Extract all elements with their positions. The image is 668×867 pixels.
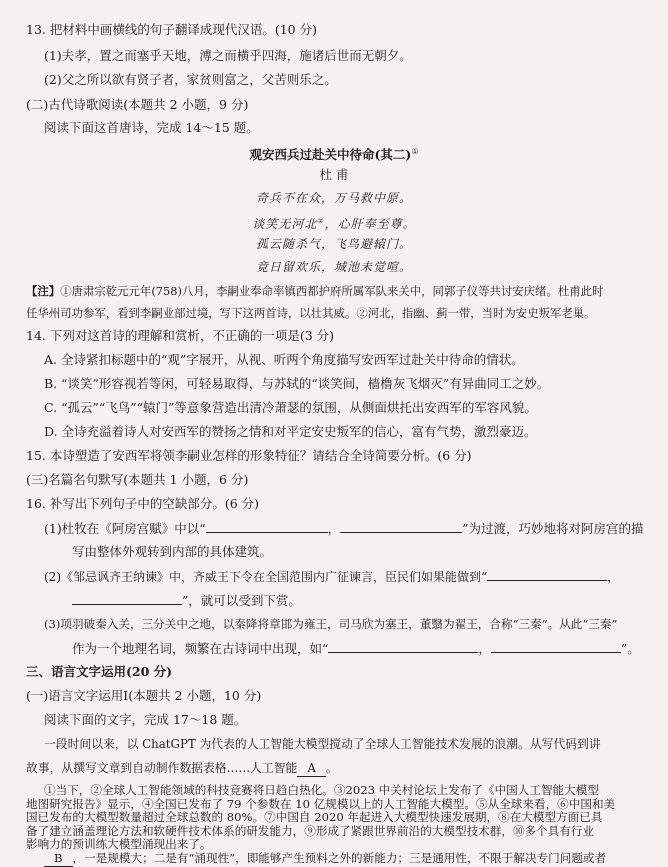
- q13-sentence-1: (1)夫孝，置之而塞乎天地，溥之而横乎四海，施诸后世而无朝夕。: [44, 48, 412, 63]
- q13-title: 13. 把材料中画横线的句子翻译成现代汉语。(10 分): [26, 22, 317, 37]
- answer-blank[interactable]: [340, 520, 462, 533]
- q16-item-1-cont: 写由整体外观转到内部的具体建筑。: [72, 544, 273, 559]
- q16-item-1-comma: ，: [327, 521, 341, 536]
- poem-line-4: 竟日留欢乐，城池未觉喧。: [255, 260, 412, 274]
- poem-note-line-2: 任华州司功参军，看到李嗣业部过境，写下这两首诗，以壮其威。②河北，指幽、蓟一带，当时为安史叛军老巢。: [26, 306, 596, 320]
- q14-option-b: B. “谈笑”形容视若等闲，可轻易取得，与苏轼的“谈笑间，樯橹灰飞烟灭”有异曲同工之妙。: [44, 376, 550, 391]
- passage-line-1: 一段时间以来，以 ChatGPT 为代表的人工智能大模型搅动了全球人工智能技术发展的浪潮。从写代码到讲: [44, 737, 601, 751]
- q16-item-1: [44, 520, 644, 537]
- poem-line-3: 孤云随杀气，飞鸟避辕门。: [255, 237, 412, 251]
- poem-line-2-note-mark: ②: [317, 217, 325, 225]
- q15-title: 15. 本诗塑造了安西军将领李嗣业怎样的形象特征？请结合全诗简要分析。(6 分): [26, 448, 472, 463]
- q14-title: 14. 下列对这首诗的理解和赏析，不正确的一项是(3 分): [26, 328, 335, 343]
- subsection-instruction: 阅读下面的文字，完成 17～18 题。: [44, 712, 247, 727]
- blank-b[interactable]: B: [44, 850, 73, 867]
- answer-blank[interactable]: [487, 568, 607, 581]
- poem-line-1: 奇兵不在众，万马救中原。: [255, 191, 412, 205]
- q16-item-3-prefix: 作为一个地理名词，频繁在古诗词中出现，如“: [72, 641, 329, 656]
- answer-blank[interactable]: [328, 640, 478, 653]
- q16-item-3-cont: [72, 640, 640, 657]
- passage-line-2: [26, 760, 338, 777]
- q16-item-2: [44, 568, 619, 585]
- answer-blank[interactable]: [206, 520, 328, 533]
- poem-line-2: [0, 213, 668, 232]
- q16-item-3-comma: ，: [478, 641, 491, 656]
- poetry-instruction: 阅读下面这首唐诗，完成 14～15 题。: [44, 120, 259, 135]
- blank-a[interactable]: A: [297, 760, 326, 777]
- poem-title-note-mark: ①: [411, 147, 419, 156]
- q16-item-2-comma: ，: [607, 570, 620, 584]
- poem-line-2b: ，心肝奉至尊。: [324, 217, 416, 231]
- poem-note-text-1: ①唐肃宗乾元元年(758)八月，李嗣业奉命率镇西都护府所属军队来关中，同郭子仪等共讨安庆绪。杜甫此时: [60, 284, 604, 298]
- section-heading-poetry: (二)古代诗歌阅读(本题共 2 小题，9 分): [26, 97, 249, 112]
- q14-option-d: D. 全诗充溢着诗人对安西军的赞扬之情和对平定安史叛军的信心，富有气势，激烈豪迈。: [44, 424, 537, 439]
- q16-item-1-suffix: ”为过渡，巧妙地将对阿房宫的描: [462, 521, 644, 536]
- passage-line-8-text: ，一是规模大；二是有“涌现性”，即能够产生预料之外的新能力；三是通用性，不限于解决专门问题或者: [72, 850, 607, 865]
- q16-item-2-prefix: (2)《邹忌讽齐王纳谏》中，齐威王下令在全国范围内广征谏言，臣民们如果能做到“: [44, 570, 488, 584]
- q16-item-2-cont: [72, 592, 301, 609]
- passage-line-2-text: 故事，从撰写文章到自动制作数据表格……人工智能: [26, 761, 298, 775]
- answer-blank[interactable]: [491, 640, 621, 653]
- subsection-heading: (一)语言文字运用Ⅰ(本题共 2 小题，10 分): [26, 688, 262, 703]
- poem-note-label: 【注】: [26, 284, 61, 298]
- passage-line-2-end: 。: [325, 761, 338, 775]
- passage-line-4: 地图研究报告》显示，④全国已发布了 79 个参数在 10 亿规模以上的人工智能大模型。⑤从全球来看，⑥中国和美: [26, 796, 616, 811]
- q16-item-3-suffix: ”。: [620, 641, 640, 656]
- answer-blank[interactable]: [72, 592, 182, 605]
- poem-line-2a: 谈笑无河北: [252, 217, 318, 231]
- passage-line-5: 国已发布的大模型数量超过全球总数的 80%。⑦中国自 2020 年起进入大模型快速发展期，⑧在大模型方面已具: [26, 810, 603, 824]
- poem-title-text: 观安西兵过赴关中待命(其二): [249, 147, 412, 163]
- q16-title: 16. 补写出下列句子中的空缺部分。(6 分): [26, 496, 260, 511]
- poem-author: 杜 甫: [319, 167, 349, 182]
- passage-line-3: ①当下，②全球人工智能领域的科技竞赛将日趋白热化。③2023 中关村论坛上发布了《中国人工智能大模型: [44, 783, 599, 797]
- section-heading-dictation: (三)名篇名句默写(本题共 1 小题，6 分): [26, 472, 249, 487]
- q16-item-2-suffix: ”，就可以受到下赏。: [182, 593, 301, 608]
- q16-item-1-prefix: (1)杜牧在《阿房宫赋》中以“: [44, 521, 206, 536]
- poem-note-line-1: [26, 283, 603, 299]
- q14-option-a: A. 全诗紧扣标题中的“观”字展开，从视、听两个角度描写安西军过赴关中待命的情状。: [44, 352, 524, 367]
- q14-option-c: C. “孤云”“飞鸟”“辕门”等意象营造出清冷萧瑟的氛围，从侧面烘托出安西军的军容风貌。: [44, 400, 537, 415]
- q16-item-3: (3)项羽破秦入关，三分关中之地，以秦降将章邯为雍王，司马欣为塞王，董翳为翟王，合称“三秦”。从此“三秦”: [44, 617, 618, 631]
- passage-line-7: 影响力的预训练大模型涌现出来了。: [26, 837, 212, 851]
- passage-line-6: 备了建立涵盖理论方法和软硬件技术体系的研发能力，⑨形成了紧跟世界前沿的大模型技术群，⑩多个具有行业: [26, 823, 595, 838]
- part-heading-language: 三、语言文字运用(20 分): [26, 664, 173, 679]
- poem-title: [0, 144, 668, 163]
- q13-sentence-2: (2)父之所以欲有贤子者，家贫则富之，父苦则乐之。: [44, 72, 337, 87]
